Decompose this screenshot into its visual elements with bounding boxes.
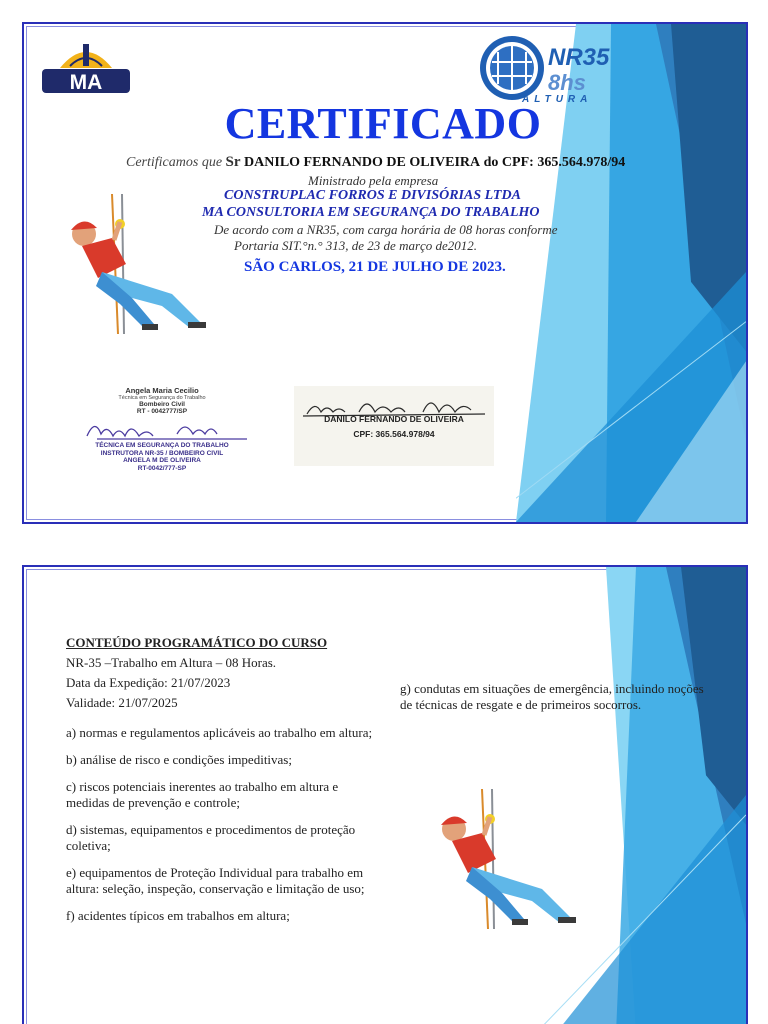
place-date: SÃO CARLOS, 21 DE JULHO DE 2023. bbox=[244, 259, 506, 275]
nr35-hours: 8hs bbox=[548, 70, 586, 95]
topic-item: g) condutas em situações de emergência, incluindo noções de técnicas de resgate e de primeiros socorros. bbox=[400, 681, 704, 712]
ministered-by: Ministrado pela empresa bbox=[308, 173, 439, 188]
cpf-prefix: do CPF: bbox=[483, 155, 534, 170]
instructor-registration: RT - 0042777/SP bbox=[136, 408, 188, 415]
ordinance-text: Portaria SIT.°n.° 313, de 23 de março de2012. bbox=[234, 238, 478, 253]
ma-company-logo bbox=[40, 38, 132, 104]
certificate-page bbox=[22, 22, 748, 524]
nr35-subtitle: ALTURA bbox=[522, 94, 593, 105]
worker-climbing-icon bbox=[62, 194, 212, 334]
certify-prefix: Certificamos que bbox=[126, 155, 223, 170]
instructor-caption-4: RT-0042/777-SP bbox=[137, 464, 187, 472]
logo-text: MA bbox=[69, 71, 103, 94]
recipient-cpf: 365.564.978/94 bbox=[537, 155, 626, 170]
topic-item: a) normas e regulamentos aplicáveis ao trabalho em altura; bbox=[66, 725, 373, 740]
student-signature bbox=[294, 386, 494, 466]
instructor-caption-1: TÉCNICA EM SEGURANÇA DO TRABALHO bbox=[95, 442, 229, 449]
topic-item: e) equipamentos de Proteção Individual para trabalho em altura: seleção, inspeção, conservação e limitação de uso; bbox=[66, 865, 365, 896]
program-course: NR-35 –Trabalho em Altura – 08 Horas. bbox=[66, 655, 277, 670]
agreement-text: De acordo com a NR35, com carga horária de 08 horas conforme bbox=[214, 222, 558, 237]
program-validity: Validade: 21/07/2025 bbox=[66, 695, 178, 710]
student-signature-name: DANILO FERNANDO DE OLIVEIRA bbox=[324, 414, 464, 424]
topic-item: c) riscos potenciais inerentes ao trabalho em altura e medidas de prevenção e controle; bbox=[66, 779, 339, 810]
topic-item: b) análise de risco e condições impeditivas; bbox=[66, 752, 292, 767]
instructor-name: Angela Maria Cecilio bbox=[125, 386, 199, 395]
instructor-role: Bombeiro Civil bbox=[139, 401, 185, 408]
instructor-handwritten-signature bbox=[67, 416, 257, 442]
certify-line bbox=[126, 154, 625, 171]
student-signature-cpf: CPF: 365.564.978/94 bbox=[353, 429, 435, 439]
certificate-title: CERTIFICADO bbox=[224, 99, 542, 148]
topic-item: f) acidentes típicos em trabalhos em altura; bbox=[66, 908, 290, 923]
company-name: CONSTRUPLAC FORROS E DIVISÓRIAS LTDA bbox=[224, 188, 521, 203]
instructor-caption-2: INSTRUTORA NR-35 / BOMBEIRO CIVIL bbox=[100, 449, 224, 457]
consultancy-name: MA CONSULTORIA EM SEGURANÇA DO TRABALHO bbox=[202, 205, 540, 220]
worker-climbing-icon bbox=[432, 789, 582, 929]
program-issue-date: Data da Expedição: 21/07/2023 bbox=[66, 675, 231, 690]
program-title: CONTEÚDO PROGRAMÁTICO DO CURSO bbox=[66, 635, 328, 650]
instructor-signature bbox=[64, 386, 260, 472]
topic-item: d) sistemas, equipamentos e procedimentos de proteção coletiva; bbox=[66, 822, 356, 853]
program-topics-list bbox=[66, 725, 382, 935]
instructor-caption-3: ANGELA M DE OLIVEIRA bbox=[123, 457, 201, 464]
recipient-name: DANILO FERNANDO DE OLIVEIRA bbox=[244, 155, 481, 170]
nr35-title: NR35 bbox=[548, 44, 610, 71]
instructor-role-small: Técnica em Segurança do Trabalho bbox=[118, 395, 206, 401]
honorific: Sr bbox=[225, 154, 241, 170]
program-page bbox=[22, 565, 748, 1024]
